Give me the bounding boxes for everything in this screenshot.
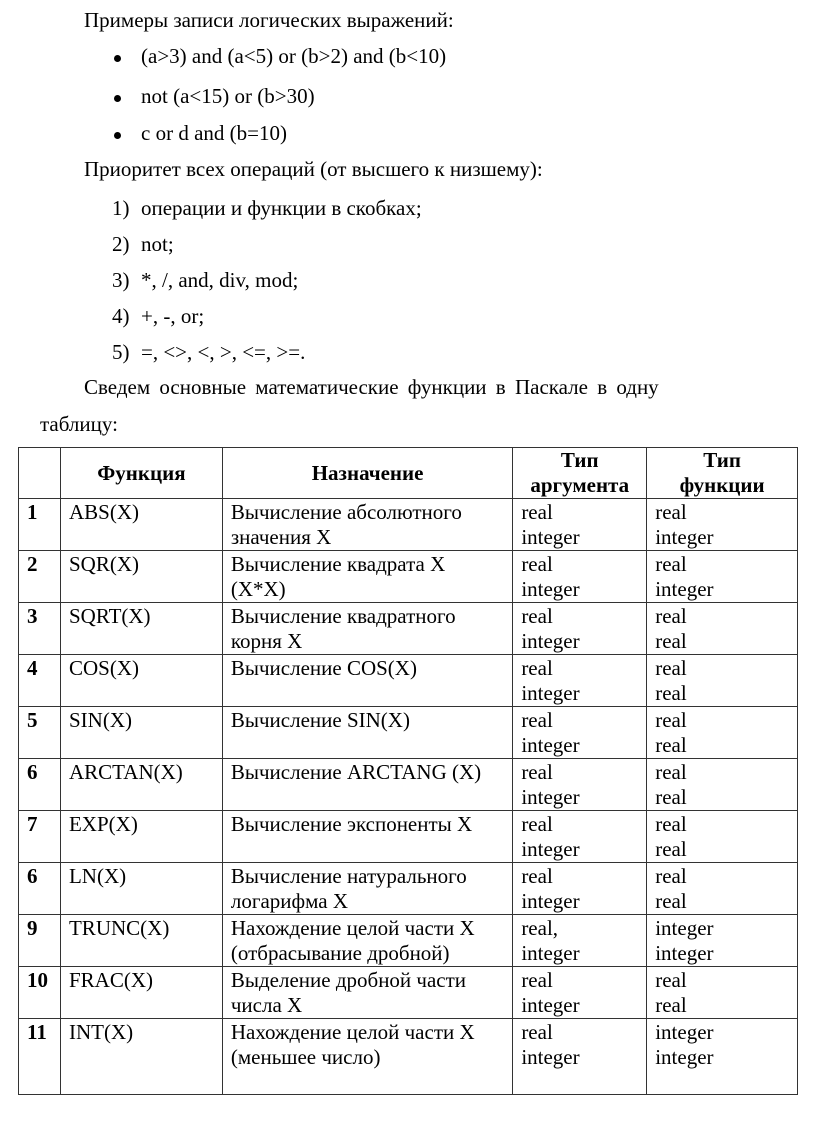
argument-type (513, 863, 647, 915)
priority-item: +, -, or; (141, 304, 205, 328)
argument-type (513, 655, 647, 707)
function-name: EXP(X) (60, 811, 222, 863)
function-purpose (222, 967, 512, 1019)
function-type (647, 915, 798, 967)
argument-type (513, 759, 647, 811)
type-line: integer (521, 1045, 580, 1069)
type-line: real (655, 968, 687, 992)
function-purpose (222, 603, 512, 655)
argument-type (513, 603, 647, 655)
type-line: real (655, 604, 687, 628)
function-purpose (222, 915, 512, 967)
type-line: integer (521, 993, 580, 1017)
priority-item: not; (141, 232, 174, 256)
purpose-line: Нахождение целой части X (230, 916, 475, 940)
table-row (19, 551, 798, 603)
header-number (19, 448, 61, 499)
type-line: real (655, 889, 687, 913)
function-purpose (222, 707, 512, 759)
table-row (19, 863, 798, 915)
function-name: COS(X) (60, 655, 222, 707)
type-line: real (655, 708, 687, 732)
function-name: SIN(X) (60, 707, 222, 759)
purpose-line: Выделение дробной части (230, 968, 467, 992)
priority-item: =, <>, <, >, <=, >=. (141, 340, 306, 364)
header-purpose: Назначение (222, 448, 512, 499)
type-line: real (655, 733, 687, 757)
type-line: integer (655, 941, 714, 965)
purpose-line: Вычисление квадрата X (230, 552, 446, 576)
type-line: integer (521, 837, 580, 861)
function-name: ABS(X) (60, 499, 222, 551)
bullet-icon (114, 55, 121, 62)
function-name: LN(X) (60, 863, 222, 915)
type-line: real (655, 864, 687, 888)
type-line: integer (521, 577, 580, 601)
function-type (647, 551, 798, 603)
type-line: real (521, 864, 553, 888)
example-3: c or d and (b=10) (141, 121, 287, 145)
row-number: 11 (19, 1019, 61, 1095)
function-name: INT(X) (60, 1019, 222, 1095)
function-purpose (222, 1019, 512, 1095)
type-line: integer (521, 785, 580, 809)
type-line: integer (655, 916, 714, 940)
header-function: Функция (60, 448, 222, 499)
row-number: 2 (19, 551, 61, 603)
function-name: SQR(X) (60, 551, 222, 603)
function-purpose (222, 551, 512, 603)
function-purpose (222, 759, 512, 811)
math-functions-table (18, 447, 798, 1095)
function-purpose (222, 655, 512, 707)
table-row (19, 603, 798, 655)
example-1: (a>3) and (a<5) or (b>2) and (b<10) (141, 44, 447, 68)
type-line: integer (521, 889, 580, 913)
function-type (647, 655, 798, 707)
header-argument-type (513, 448, 647, 499)
type-line: integer (655, 1020, 714, 1044)
function-type (647, 863, 798, 915)
argument-type (513, 967, 647, 1019)
purpose-line: Нахождение целой части X (230, 1020, 475, 1044)
function-type (647, 811, 798, 863)
type-line: integer (521, 525, 580, 549)
row-number: 1 (19, 499, 61, 551)
type-line: real (521, 968, 553, 992)
row-number: 6 (19, 759, 61, 811)
purpose-line: числа X (230, 993, 303, 1017)
type-line: real (655, 500, 687, 524)
function-name: ARCTAN(X) (60, 759, 222, 811)
type-line: real (655, 681, 687, 705)
type-line: real (655, 812, 687, 836)
purpose-line: Вычисление COS(X) (230, 656, 417, 680)
purpose-line: (X*X) (230, 577, 286, 601)
function-type (647, 603, 798, 655)
argument-type (513, 551, 647, 603)
table-row (19, 811, 798, 863)
table-row (19, 655, 798, 707)
type-line: real (655, 837, 687, 861)
function-purpose (222, 811, 512, 863)
priority-number: 1) (112, 196, 130, 220)
purpose-line: Вычисление натурального (230, 864, 467, 888)
purpose-line: (меньшее число) (230, 1045, 381, 1069)
priority-number: 4) (112, 304, 130, 328)
purpose-line: Вычисление SIN(X) (230, 708, 410, 732)
function-type (647, 707, 798, 759)
function-type (647, 499, 798, 551)
summary-text-cont: таблицу: (40, 412, 118, 436)
function-type (647, 759, 798, 811)
row-number: 3 (19, 603, 61, 655)
row-number: 4 (19, 655, 61, 707)
row-number: 5 (19, 707, 61, 759)
type-line: integer (521, 941, 580, 965)
argument-type (513, 499, 647, 551)
type-line: real (655, 552, 687, 576)
example-2: not (a<15) or (b>30) (141, 84, 315, 108)
purpose-line: Вычисление экспоненты X (230, 812, 473, 836)
table-row (19, 915, 798, 967)
type-line: integer (521, 681, 580, 705)
purpose-line: значения X (230, 525, 332, 549)
function-name: FRAC(X) (60, 967, 222, 1019)
argument-type (513, 915, 647, 967)
header-function-type (647, 448, 798, 499)
function-name: TRUNC(X) (60, 915, 222, 967)
type-line: real (655, 760, 687, 784)
type-line: real (655, 785, 687, 809)
row-number: 6 (19, 863, 61, 915)
table-header-row (19, 448, 798, 499)
purpose-line: логарифма X (230, 889, 348, 913)
argument-type (513, 811, 647, 863)
argument-type (513, 707, 647, 759)
intro-text: Примеры записи логических выражений: (84, 8, 454, 32)
type-line: real (655, 656, 687, 680)
type-line: real (521, 760, 553, 784)
row-number: 10 (19, 967, 61, 1019)
type-line: real (521, 656, 553, 680)
type-line: integer (521, 733, 580, 757)
type-line: real (521, 708, 553, 732)
priority-item: *, /, and, div, mod; (141, 268, 299, 292)
type-line: real (655, 993, 687, 1017)
type-line: integer (655, 525, 714, 549)
type-line: real (521, 1020, 553, 1044)
table-row (19, 967, 798, 1019)
function-purpose (222, 863, 512, 915)
table-row (19, 759, 798, 811)
type-line: real (521, 552, 553, 576)
type-line: real (521, 604, 553, 628)
header-line: Тип (560, 448, 599, 472)
purpose-line: Вычисление квадратного (230, 604, 456, 628)
priority-item: операции и функции в скобках; (141, 196, 422, 220)
argument-type (513, 1019, 647, 1095)
bullet-icon (114, 132, 121, 139)
summary-text: Сведем основные математические функции в Паскале в одну (84, 375, 659, 399)
purpose-line: Вычисление ARCTANG (X) (230, 760, 482, 784)
function-type (647, 1019, 798, 1095)
function-name: SQRT(X) (60, 603, 222, 655)
priority-number: 2) (112, 232, 130, 256)
type-line: integer (521, 629, 580, 653)
table-row (19, 499, 798, 551)
table-row (19, 1019, 798, 1095)
priority-number: 3) (112, 268, 130, 292)
row-number: 9 (19, 915, 61, 967)
bullet-icon (114, 95, 121, 102)
purpose-line: Вычисление абсолютного (230, 500, 462, 524)
type-line: real (521, 812, 553, 836)
type-line: real (655, 629, 687, 653)
purpose-line: корня X (230, 629, 303, 653)
function-type (647, 967, 798, 1019)
table-row (19, 707, 798, 759)
purpose-line: (отбрасывание дробной) (230, 941, 450, 965)
header-line: функции (679, 473, 765, 497)
priority-title: Приоритет всех операций (от высшего к низшему): (84, 157, 543, 181)
type-line: integer (655, 577, 714, 601)
function-purpose (222, 499, 512, 551)
priority-number: 5) (112, 340, 130, 364)
header-line: аргумента (530, 473, 630, 497)
row-number: 7 (19, 811, 61, 863)
type-line: integer (655, 1045, 714, 1069)
header-line: Тип (703, 448, 741, 472)
type-line: real, (521, 916, 559, 940)
type-line: real (521, 500, 553, 524)
